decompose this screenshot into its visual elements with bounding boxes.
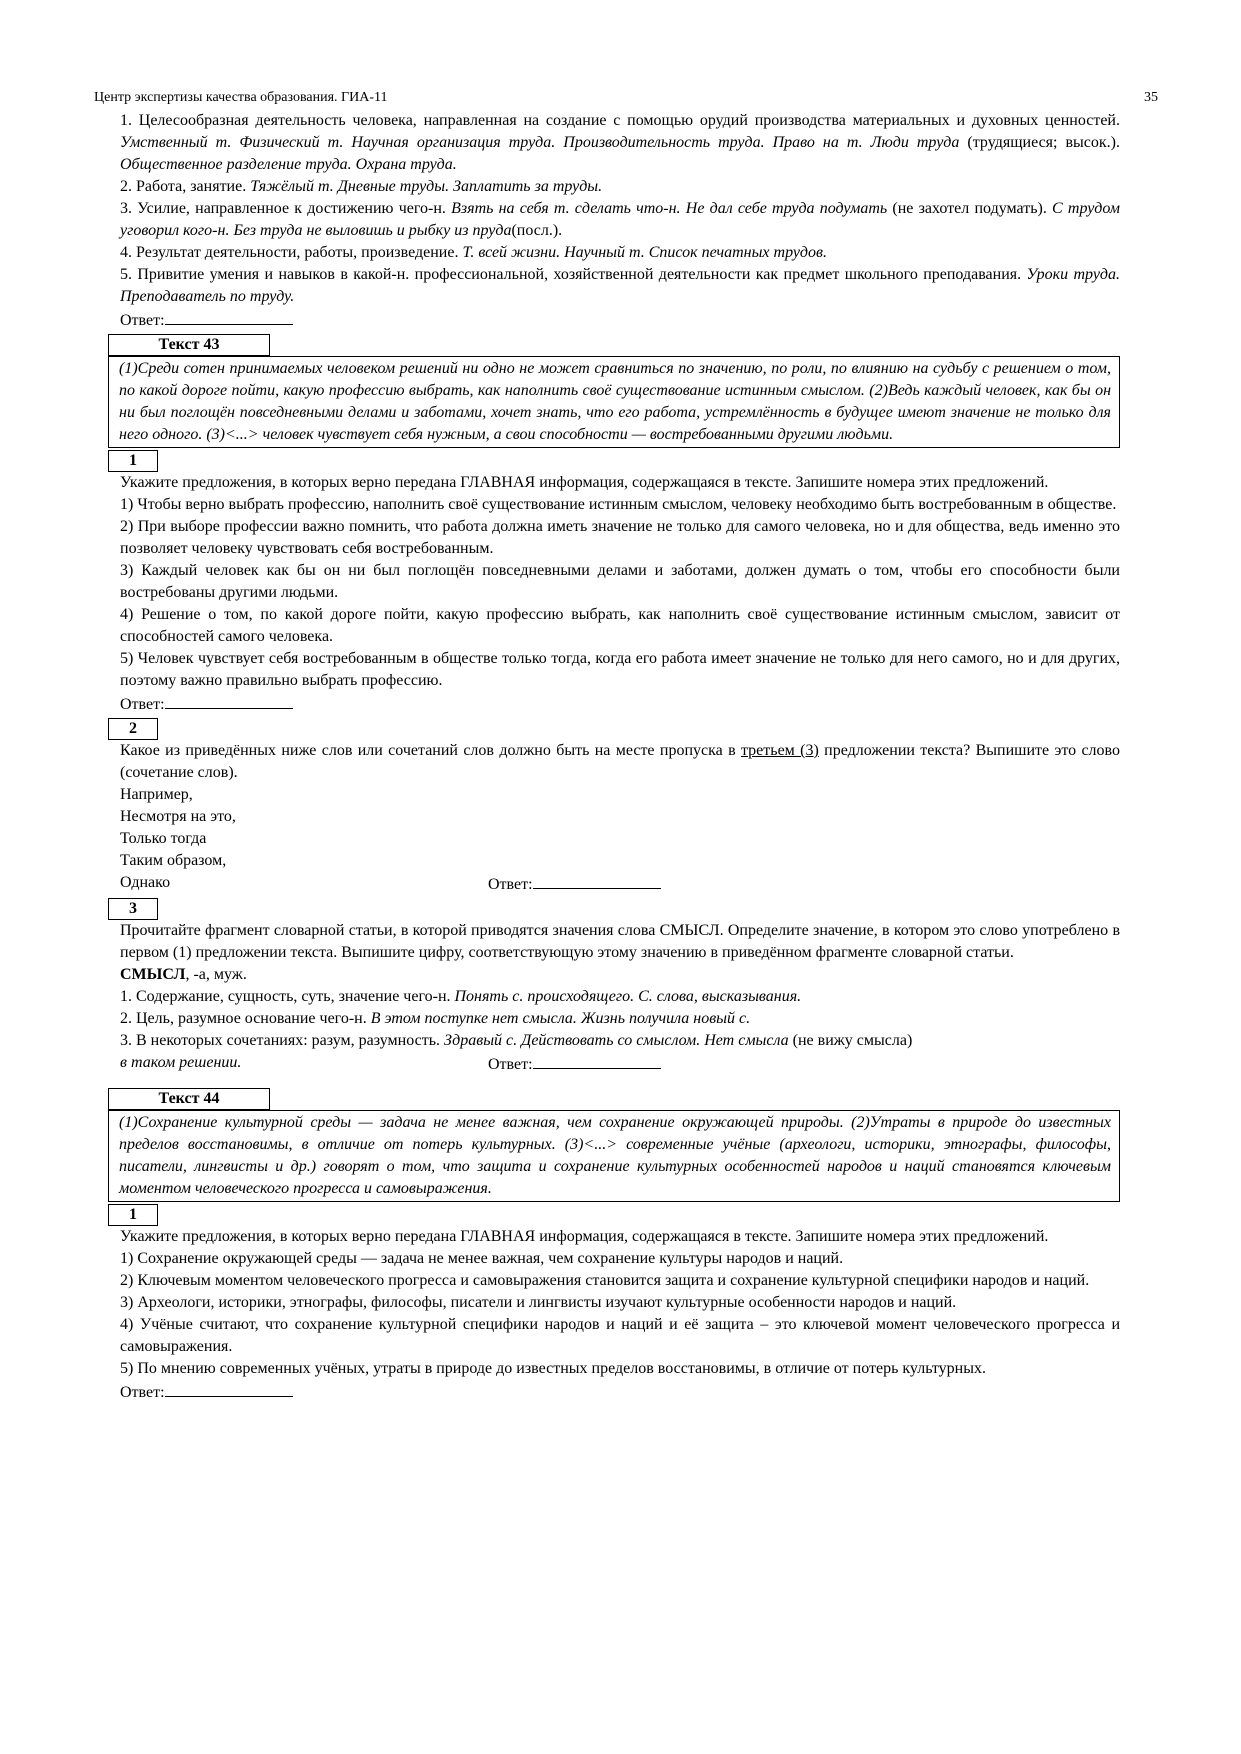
- text43-task1-option-4: 4) Решение о том, по какой дороге пойти, какую профессию выбрать, как наполнить своё существование истинным смыслом, зависит от способностей самого человека.: [120, 606, 1120, 645]
- page-number: 35: [1144, 90, 1158, 105]
- smysl-def-3: 3. В некоторых сочетаниях: разум, разумность. Здравый с. Действовать со смыслом. Нет смысла (не вижу смысла): [120, 1032, 913, 1049]
- text43-task2-option-4: Таким образом,: [120, 852, 227, 869]
- page-content: [120, 110, 1120, 1404]
- text43-task2-last-row: [120, 872, 1120, 896]
- text44-task1-option-3: 3) Археологи, историки, этнографы, философы, писатели и лингвисты изучают культурные особенности народов и наций.: [120, 1294, 957, 1311]
- text43-task3-question: Прочитайте фрагмент словарной статьи, в которой приводятся значения слова СМЫСЛ. Определите значение, в котором это слово употреблено в первом (1) предложении текста. Выпишите цифру, соответствующую этому значению в приведённом фрагменте словарной статьи.: [120, 922, 1120, 961]
- smysl-def-3-cont: [120, 1052, 1120, 1076]
- text43-body: (1)Среди сотен принимаемых человеком решений ни одно не может сравниться по значению, по роли, по влиянию на судьбу с решением о том, по какой дороге пойти, какую профессию выбрать, как наполнить своё существование истинным смыслом. (2)Ведь каждый человек, как бы он ни был поглощён повседневными делами и заботами, хочет знать, что его работа, устремлённость в будущее имеют значение не только для него одного. (3)<...> человек чувствует себя нужным, а свои способности — востребованными другими людьми.: [108, 356, 1120, 448]
- smysl-def-1: 1. Содержание, сущность, суть, значение чего-н. Понять с. происходящего. С. слова, высказывания.: [120, 988, 802, 1005]
- text43-task2-option-3: Только тогда: [120, 830, 207, 847]
- answer-line[interactable]: [533, 1052, 661, 1069]
- trud-item-4: 4. Результат деятельности, работы, произведение. Т. всей жизни. Научный т. Список печатных трудов.: [120, 244, 827, 261]
- text43-task2-option-1: Например,: [120, 786, 193, 803]
- text43-task1-question: Укажите предложения, в которых верно передана ГЛАВНАЯ информация, содержащаяся в тексте. Запишите номера этих предложений.: [120, 474, 1049, 491]
- text44-task1-question: Укажите предложения, в которых верно передана ГЛАВНАЯ информация, содержащаяся в тексте. Запишите номера этих предложений.: [120, 1228, 1049, 1245]
- text43-task1-number: 1: [108, 450, 158, 472]
- text44-label: Текст 44: [108, 1088, 270, 1110]
- text44-task1-option-5: 5) По мнению современных учёных, утраты в природе до известных пределов восстановимы, в отличие от потерь культурных.: [120, 1360, 986, 1377]
- text43-task2-number: 2: [108, 718, 158, 740]
- text44-body: (1)Сохранение культурной среды — задача не менее важная, чем сохранение окружающей природы. (2)Утраты в природе до известных пределов восстановимы, в отличие от потерь культурных. (3)<...> современные учёные (археологи, историки, этнографы, философы, писатели, лингвисты и др.) говорят о том, что защита и сохранение культурных особенностей народов и наций становятся ключевым моментом человеческого прогресса и самовыражения.: [108, 1110, 1120, 1202]
- text43-task1-answer: Ответ:: [120, 692, 1120, 716]
- text44-task1-option-1: 1) Сохранение окружающей среды — задача не менее важная, чем сохранение культуры народов и наций.: [120, 1250, 844, 1267]
- text43-task1-option-2: 2) При выборе профессии важно помнить, что работа должна иметь значение не только для самого человека, но и для общества, ведь именно это позволяет человеку чувствовать себя востребованным.: [120, 518, 1120, 557]
- trud-entry: [120, 110, 1120, 332]
- trud-item-1: 1. Целесообразная деятельность человека, направленная на создание с помощью орудий производства материальных и духовных ценностей. Умственный т. Физический т. Научная организация труда. Производительность труда. Право на т. Люди труда (трудящиеся; высок.). Общественное разделение труда. Охрана труда.: [120, 112, 1121, 173]
- page-header: [94, 88, 1158, 108]
- smysl-def-3-tail: в таком решении.: [120, 1054, 242, 1071]
- text44-task1-option-4: 4) Учёные считают, что сохранение культурной специфики народов и наций и её защита – это ключевой момент человеческого прогресса и самовыражения.: [120, 1316, 1120, 1355]
- text43-task2-option-5: Однако: [120, 874, 171, 891]
- text43-task2-option-2: Несмотря на это,: [120, 808, 236, 825]
- trud-item-2: 2. Работа, занятие. Тяжёлый т. Дневные труды. Заплатить за труды.: [120, 178, 603, 195]
- text43-task3-number: 3: [108, 898, 158, 920]
- text43-task1-option-1: 1) Чтобы верно выбрать профессию, наполнить своё существование истинным смыслом, человеку необходимо быть востребованным в обществе.: [120, 496, 1117, 513]
- smysl-headword: СМЫСЛ: [120, 966, 186, 983]
- text43-task1-option-5: 5) Человек чувствует себя востребованным в обществе только тогда, когда его работа имеет значение не только для него самого, но и для других, поэтому важно правильно выбрать профессию.: [120, 650, 1120, 689]
- answer-line[interactable]: [165, 308, 293, 325]
- answer-line[interactable]: [533, 872, 661, 889]
- text44-task1-number: 1: [108, 1204, 158, 1226]
- answer-line[interactable]: [165, 1380, 293, 1397]
- trud-answer: Ответ:: [120, 308, 1120, 332]
- smysl-headword-line: СМЫСЛ, -а, муж.: [120, 966, 247, 983]
- text43-task1-option-3: 3) Каждый человек как бы он ни был поглощён повседневными делами и заботами, должен думать о том, чтобы его способности были востребованы другими людьми.: [120, 562, 1120, 601]
- text44-task1-option-2: 2) Ключевым моментом человеческого прогресса и самовыражения становится защита и сохранение культурной специфики народов и наций.: [120, 1272, 1090, 1289]
- answer-line[interactable]: [165, 692, 293, 709]
- text43-task2-question: Какое из приведённых ниже слов или сочетаний слов должно быть на месте пропуска в третьем (3) предложении текста? Выпишите это слово (сочетание слов).: [120, 742, 1120, 781]
- trud-item-5: 5. Привитие умения и навыков в какой-н. профессиональной, хозяйственной деятельности как предмет школьного преподавания. Уроки труда. Преподаватель по труду.: [120, 266, 1120, 305]
- header-title: Центр экспертизы качества образования. ГИА-11: [94, 90, 388, 105]
- text43-task2-answer: Ответ:: [488, 872, 661, 896]
- smysl-def-2: 2. Цель, разумное основание чего-н. В этом поступке нет смысла. Жизнь получила новый с.: [120, 1010, 751, 1027]
- trud-item-3: 3. Усилие, направленное к достижению чего-н. Взять на себя т. сделать что-н. Не дал себе труда подумать (не захотел подумать). С трудом уговорил кого-н. Без труда не выловишь и рыбку из пруда(посл.).: [120, 200, 1121, 239]
- text43-task3-answer: Ответ:: [488, 1052, 661, 1076]
- text44-task1-answer: Ответ:: [120, 1380, 1120, 1404]
- text43-label: Текст 43: [108, 334, 270, 356]
